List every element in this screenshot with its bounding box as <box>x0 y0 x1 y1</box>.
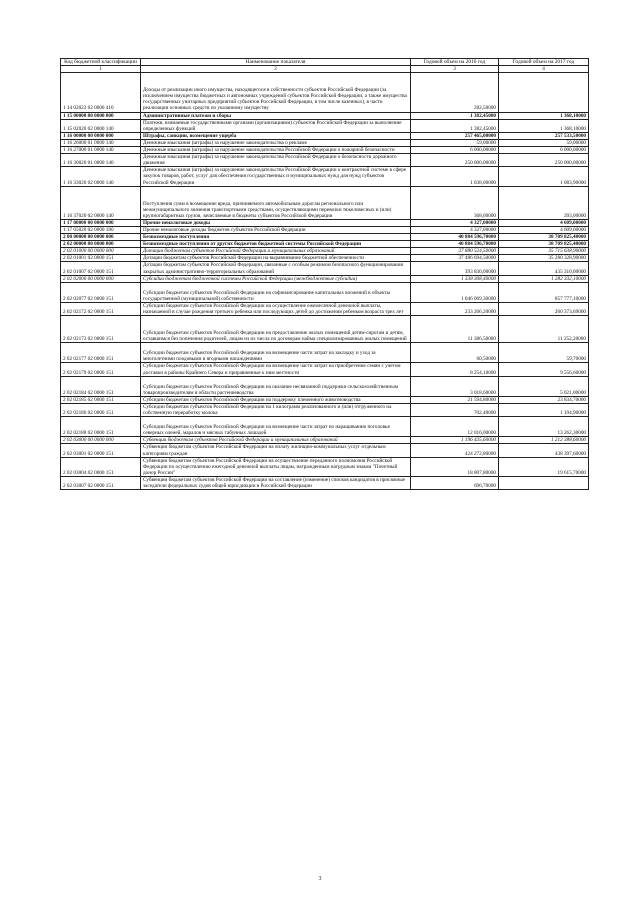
value-2017-cell: 260 373,69000 <box>499 302 589 315</box>
code-cell: 2 02 03007 02 0000 151 <box>61 476 141 489</box>
table-row <box>61 167 589 186</box>
table-index-row <box>61 66 589 73</box>
value-2016-cell: 8 254,10000 <box>411 363 499 376</box>
value-2016-cell: 40 884 596,70000 <box>411 234 499 241</box>
value-2017-cell: 257 533,50000 <box>499 132 589 139</box>
table-row <box>61 147 589 154</box>
name-cell: Денежные взыскания (штрафы) за нарушение законодательства о рекламе <box>141 139 411 146</box>
name-cell: Административные платежи и сборы <box>141 112 411 119</box>
value-2017-cell: 38 709 825,40000 <box>499 241 589 248</box>
index-cell: 1 <box>61 66 141 73</box>
table-row <box>61 219 589 226</box>
value-2016-cell: 60,50000 <box>411 343 499 363</box>
code-cell: 2 02 02179 02 0000 151 <box>61 363 141 376</box>
name-cell: Штрафы, санкции, возмещение ущерба <box>141 132 411 139</box>
name-cell: Денежные взыскания (штрафы) за нарушение законодательства Российской Федерации о контрактной системе в сфере закупок товаров, работ, услуг для обеспечения государственных и муниципальных нужд для нужд субъектов Российской Федерации <box>141 167 411 186</box>
name-cell: Субвенции бюджетам субъектов Российской Федерации на оплату жилищно-коммунальных услуг отдельным категориям граждан <box>141 444 411 457</box>
table-row <box>61 316 589 343</box>
code-cell: 1 17 05020 02 0000 180 <box>61 226 141 233</box>
value-2016-cell: 368,00000 <box>411 186 499 219</box>
code-cell: 2 02 03001 02 0000 151 <box>61 444 141 457</box>
code-cell: 1 16 33020 02 0000 140 <box>61 167 141 186</box>
name-cell: Денежные взыскания (штрафы) за нарушение законодательства Российской Федерации о пожарной безопасности <box>141 147 411 154</box>
name-cell: Денежные взыскания (штрафы) за нарушение законодательства Российской Федерации о безопасности дорожного движения <box>141 154 411 167</box>
name-cell: Прочие неналоговые доходы бюджетов субъектов Российской Федерации <box>141 226 411 233</box>
name-cell: Субвенции бюджетам субъектов Российской Федерации и муниципальных образований <box>141 437 411 444</box>
name-cell: Поступления сумм в возмещение вреда, причиняемого автомобильным дорогам регионального или межмуниципального значения транспортными средствами, осуществляющими перевозки тяжеловесных и (или) крупногабаритных грузов, зачисляемые в бюджеты субъектов Российской Федерации <box>141 186 411 219</box>
table-row <box>61 112 589 119</box>
code-cell: 2 02 02173 02 0000 151 <box>61 316 141 343</box>
value-2016-cell: 11 386,50000 <box>411 316 499 343</box>
header-code: Код бюджетной классификации <box>61 59 141 66</box>
code-cell: 1 15 02020 02 0000 140 <box>61 119 141 132</box>
code-cell: 1 16 00000 00 0000 000 <box>61 132 141 139</box>
table-row <box>61 302 589 315</box>
code-cell: 2 02 00000 00 0000 000 <box>61 241 141 248</box>
table-row <box>61 396 589 403</box>
name-cell: Субсидии бюджетам субъектов Российской Федерации на оказание несвязанной поддержки сельскохозяйственным товаропроизводителям в области растениеводства <box>141 376 411 396</box>
code-cell: 2 02 02000 00 0000 000 <box>61 275 141 282</box>
value-2017-cell: 5 021,00000 <box>499 376 589 396</box>
value-2016-cell: 4 327,00000 <box>411 226 499 233</box>
value-2016-cell: 1 196 435,60000 <box>411 437 499 444</box>
value-2017-cell: 11 252,20000 <box>499 316 589 343</box>
code-cell: 2 00 00000 00 0000 000 <box>61 234 141 241</box>
table-row <box>61 73 589 112</box>
value-2017-cell: 4 609,00000 <box>499 226 589 233</box>
value-2017-cell: 4 609,00000 <box>499 219 589 226</box>
header-2017: Годовой объем на 2017 год <box>499 59 589 66</box>
index-cell: 4 <box>499 66 589 73</box>
value-2017-cell: 438 397,60000 <box>499 444 589 457</box>
value-2016-cell: 257 465,00000 <box>411 132 499 139</box>
table-body <box>61 73 589 490</box>
name-cell: Субсидии бюджетам бюджетной системы Российской Федерации (межбюджетные субсидии) <box>141 275 411 282</box>
value-2016-cell: 3 018,60000 <box>411 376 499 396</box>
table-row <box>61 255 589 262</box>
name-cell: Субсидии бюджетам субъектов Российской Федерации на возмещение части затрат по наращиванию поголовья северных оленей, маралов и мясных табунных лошадей <box>141 417 411 437</box>
table-row <box>61 186 589 219</box>
value-2016-cell: 1 382,45000 <box>411 112 499 119</box>
value-2016-cell: 1 038,00000 <box>411 167 499 186</box>
table-row <box>61 457 589 476</box>
value-2016-cell: 233 206,20000 <box>411 302 499 315</box>
table-row <box>61 376 589 396</box>
value-2017-cell <box>499 476 589 489</box>
name-cell: Доходы от реализации иного имущества, находящегося в собственности субъектов Российской Федерации (за исключением имущества бюджетных и автономных учреждений субъектов Российской Федерации, а также имущества государственных унитарных предприятий субъектов Российской Федерации, в том числе казенных), в части реализации основных средств по указанному имуществу <box>141 73 411 112</box>
table-row <box>61 363 589 376</box>
table-row <box>61 154 589 167</box>
code-cell: 2 02 03004 02 0000 151 <box>61 457 141 476</box>
table-row <box>61 234 589 241</box>
table-row <box>61 343 589 363</box>
header-name: Наименование показателя <box>141 59 411 66</box>
name-cell: Субсидии бюджетам субъектов Российской Федерации на поддержку племенного животноводства <box>141 396 411 403</box>
value-2017-cell: 23 834,70000 <box>499 396 589 403</box>
value-2017-cell: 9 556,60000 <box>499 363 589 376</box>
budget-table-page <box>60 58 588 490</box>
code-cell: 1 14 02023 02 0000 410 <box>61 73 141 112</box>
value-2016-cell: 250 000,00000 <box>411 154 499 167</box>
value-2017-cell: 250 000,00000 <box>499 154 589 167</box>
index-cell: 3 <box>411 66 499 73</box>
value-2016-cell: 37 486 694,50000 <box>411 255 499 262</box>
name-cell: Субсидии бюджетам субъектов Российской Федерации на 1 килограмм реализованного и (или) отгруженного на собственную переработку молока <box>141 403 411 416</box>
value-2017-cell: 38 709 825,40000 <box>499 234 589 241</box>
code-cell: 2 02 01007 02 0000 151 <box>61 262 141 275</box>
code-cell: 2 02 03000 00 0000 000 <box>61 437 141 444</box>
table-row <box>61 139 589 146</box>
value-2016-cell: 21 594,80000 <box>411 396 499 403</box>
name-cell: Субвенции бюджетам субъектов Российской Федерации на осуществление переданного полномочия Российской Федерации по осуществлению ежегодной денежной выплаты лицам, награжденным нагрудным знаком "Почетный донор России" <box>141 457 411 476</box>
value-2016-cell: 4 327,00000 <box>411 219 499 226</box>
name-cell: Дотации бюджетам субъектов Российской Федерации, связанные с особым режимом безопасного функционирования закрытых административно-территориальных образований <box>141 262 411 275</box>
table-row <box>61 476 589 489</box>
value-2016-cell: 40 884 596,70000 <box>411 241 499 248</box>
value-2016-cell: 696,70000 <box>411 476 499 489</box>
value-2017-cell: 1 368,10000 <box>499 119 589 132</box>
value-2016-cell: 1 046 069,30000 <box>411 282 499 302</box>
table-row <box>61 262 589 275</box>
value-2017-cell: 19 615,70000 <box>499 457 589 476</box>
value-2016-cell: 424 272,80000 <box>411 444 499 457</box>
value-2016-cell: 282,50000 <box>411 73 499 112</box>
table-row <box>61 444 589 457</box>
header-2016: Годовой объем на 2016 год <box>411 59 499 66</box>
value-2017-cell: 1 194,90000 <box>499 403 589 416</box>
code-cell: 2 02 01000 00 0000 000 <box>61 248 141 255</box>
value-2017-cell: 857 777,10000 <box>499 282 589 302</box>
name-cell: Субсидии бюджетам субъектов Российской Федерации на возмещение части затрат на приобретение семян с учетом доставки в районы Крайнего Севера и приравненные к ним местности <box>141 363 411 376</box>
code-cell: 1 16 37020 02 0000 140 <box>61 186 141 219</box>
value-2017-cell: 1 212 388,60000 <box>499 437 589 444</box>
name-cell: Субвенции бюджетам субъектов Российской Федерации на составление (изменение) списков кандидатов в присяжные заседатели федеральных судов общей юрисдикции в Российской Федерации <box>141 476 411 489</box>
name-cell: Субсидии бюджетам субъектов Российской Федерации на софинансирование капитальных вложений в объекты государственной (муниципальной) собственности <box>141 282 411 302</box>
value-2017-cell: 393,00000 <box>499 186 589 219</box>
code-cell: 2 02 02077 02 0000 151 <box>61 282 141 302</box>
table-row <box>61 226 589 233</box>
value-2017-cell: 1 083,90000 <box>499 167 589 186</box>
code-cell: 1 17 00000 00 0000 000 <box>61 219 141 226</box>
code-cell: 2 02 02177 02 0000 151 <box>61 343 141 363</box>
table-row <box>61 437 589 444</box>
value-2017-cell: 59,00000 <box>499 139 589 146</box>
value-2016-cell: 18 807,80000 <box>411 457 499 476</box>
value-2017-cell: 35 715 638,90000 <box>499 248 589 255</box>
code-cell: 2 02 02186 02 0000 151 <box>61 403 141 416</box>
code-cell: 2 02 02172 02 0000 151 <box>61 302 141 315</box>
table-row <box>61 132 589 139</box>
code-cell: 2 02 02185 02 0000 151 <box>61 396 141 403</box>
page-number: 3 <box>318 876 322 882</box>
name-cell: Субсидии бюджетам субъектов Российской Федерации на осуществление ежемесячной денежной выплаты, назначаемой в случае рождения третьего ребенка или последующих детей до достижения ребенком возраста трех лет <box>141 302 411 315</box>
table-row <box>61 119 589 132</box>
value-2017-cell <box>499 73 589 112</box>
value-2017-cell: 13 262,30000 <box>499 417 589 437</box>
value-2016-cell: 37 880 524,50000 <box>411 248 499 255</box>
code-cell: 1 16 30020 01 0000 140 <box>61 154 141 167</box>
value-2017-cell: 35 280 328,90000 <box>499 255 589 262</box>
name-cell: Субсидии бюджетам субъектов Российской Федерации на возмещение части затрат на закладку и уход за многолетними плодовыми и ягодными насаждениями <box>141 343 411 363</box>
value-2016-cell: 1 382,45000 <box>411 119 499 132</box>
value-2016-cell: 59,00000 <box>411 139 499 146</box>
name-cell: Субсидии бюджетам субъектов Российской Федерации на предоставление жилых помещений детям-сиротам и детям, оставшимся без попечения родителей, лицам из их числа по договорам найма специализированных жилых помещений <box>141 316 411 343</box>
index-cell: 2 <box>141 66 411 73</box>
table-row <box>61 248 589 255</box>
revenue-table <box>60 58 589 490</box>
code-cell: 2 02 01001 02 0000 151 <box>61 255 141 262</box>
value-2016-cell: 6 000,00000 <box>411 147 499 154</box>
name-cell: Прочие неналоговые доходы <box>141 219 411 226</box>
name-cell: Дотации бюджетам субъектов Российской Федерации на выравнивание бюджетной обеспеченности <box>141 255 411 262</box>
value-2017-cell: 435 310,00000 <box>499 262 589 275</box>
code-cell: 2 02 02188 02 0000 151 <box>61 417 141 437</box>
table-row <box>61 403 589 416</box>
value-2016-cell: 702,40000 <box>411 403 499 416</box>
name-cell: Безвозмездные поступления <box>141 234 411 241</box>
table-header-row <box>61 59 589 66</box>
value-2017-cell: 6 000,00000 <box>499 147 589 154</box>
table-row <box>61 282 589 302</box>
name-cell: Платежи, взимаемые государственными органами (организациями) субъектов Российской Федерации за выполнение определенных функций <box>141 119 411 132</box>
value-2017-cell: 1 282 332,10000 <box>499 275 589 282</box>
code-cell: 1 15 00000 00 0000 000 <box>61 112 141 119</box>
code-cell: 1 16 26000 01 0000 140 <box>61 139 141 146</box>
value-2016-cell: 393 830,00000 <box>411 262 499 275</box>
value-2016-cell: 1 338 308,40000 <box>411 275 499 282</box>
value-2017-cell: 1 368,10000 <box>499 112 589 119</box>
table-row <box>61 241 589 248</box>
name-cell: Безвозмездные поступления от других бюджетов бюджетной системы Российской Федерации <box>141 241 411 248</box>
table-row <box>61 275 589 282</box>
name-cell: Дотации бюджетам субъектов Российской Федерации и муниципальных образований <box>141 248 411 255</box>
code-cell: 1 16 27000 01 0000 140 <box>61 147 141 154</box>
value-2016-cell: 12 016,00000 <box>411 417 499 437</box>
code-cell: 2 02 02184 02 0000 151 <box>61 376 141 396</box>
table-row <box>61 417 589 437</box>
value-2017-cell: 59,70000 <box>499 343 589 363</box>
